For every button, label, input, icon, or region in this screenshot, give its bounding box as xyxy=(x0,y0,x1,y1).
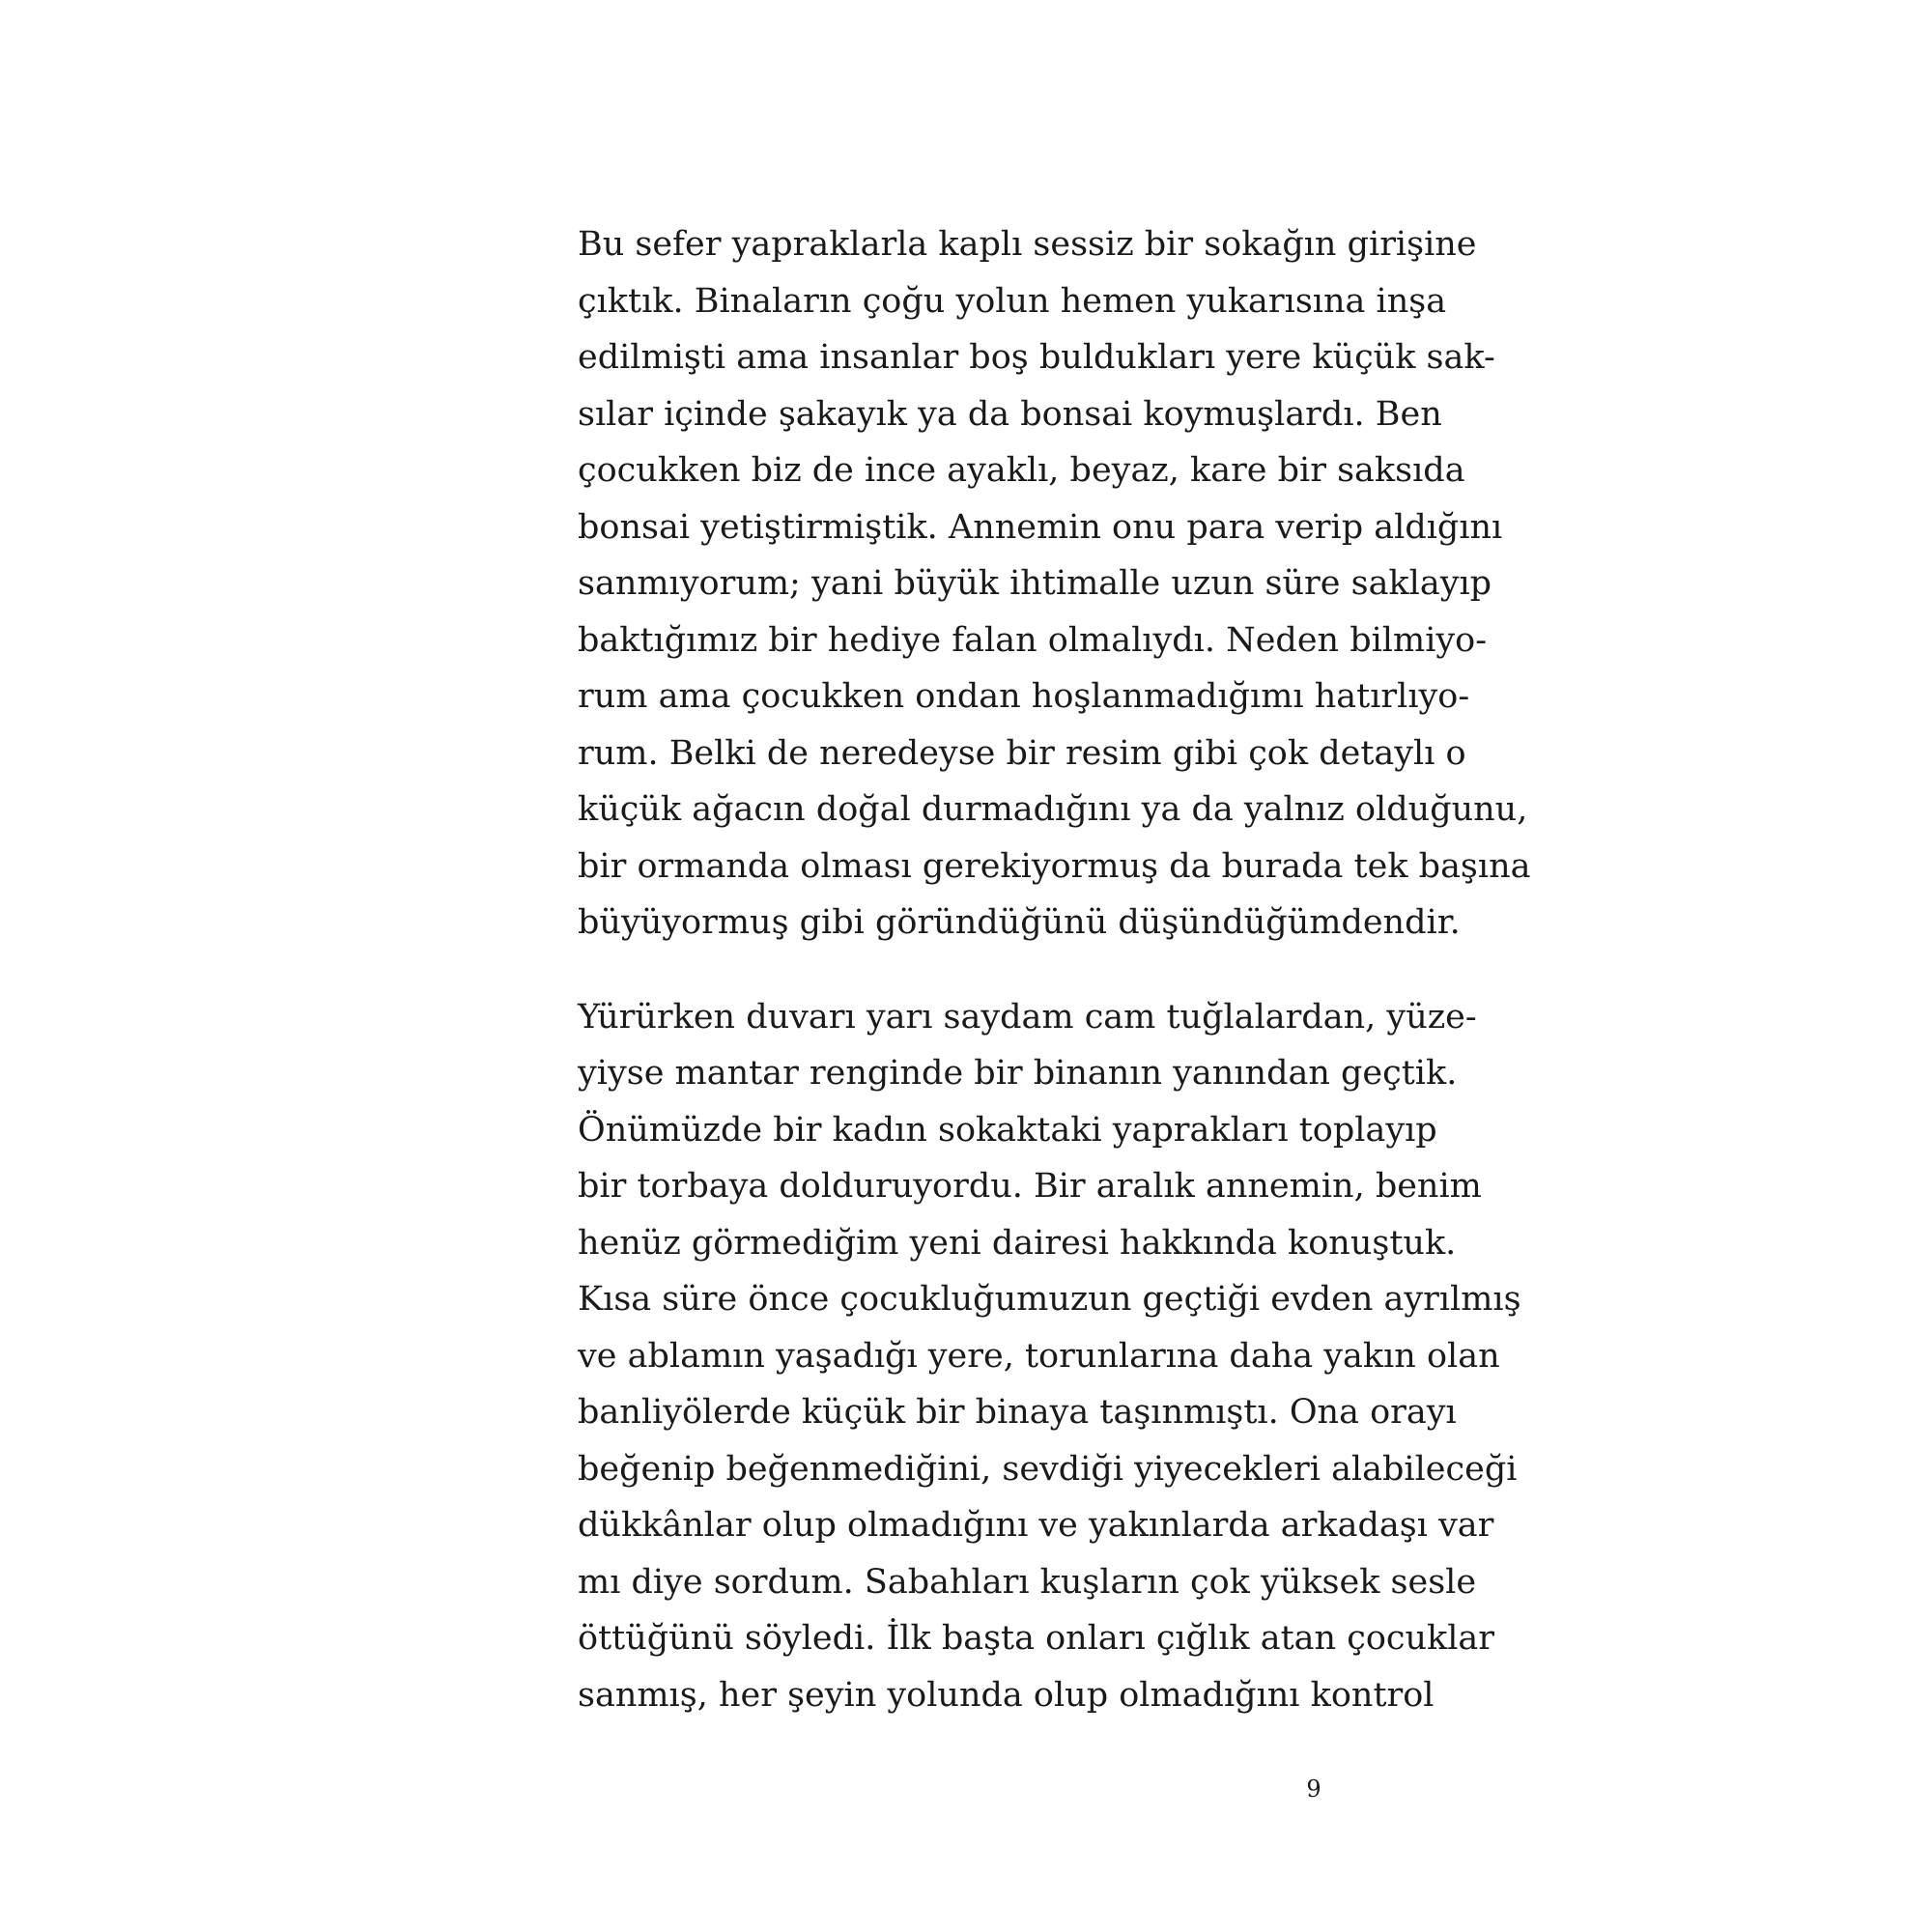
text-line: beğenip beğenmediğini, sevdiği yiyecekleri alabileceği xyxy=(578,1449,1518,1489)
text-line: Kısa süre önce çocukluğumuzun geçtiği evden ayrılmış xyxy=(578,1280,1521,1319)
text-line: Bu sefer yapraklarla kaplı sessiz bir sokağın girişine xyxy=(578,225,1477,264)
text-line: bonsai yetiştirmiştik. Annemin onu para verip aldığını xyxy=(578,507,1503,547)
text-line: sanmış, her şeyin yolunda olup olmadığını kontrol xyxy=(578,1675,1435,1715)
text-line: sanmıyorum; yani büyük ihtimalle uzun süre saklayıp xyxy=(578,564,1492,603)
body-text xyxy=(578,216,1531,1723)
text-line: ve ablamın yaşadığı yere, torunlarına daha yakın olan xyxy=(578,1336,1500,1376)
text-line: baktığımız bir hediye falan olmalıydı. Neden bilmiyo- xyxy=(578,620,1488,660)
text-line: büyüyormuş gibi göründüğünü düşündüğümdendir. xyxy=(578,903,1461,942)
text-line: edilmişti ama insanlar boş buldukları yere küçük sak- xyxy=(578,338,1495,377)
text-line: bir torbaya dolduruyordu. Bir aralık annemin, benim xyxy=(578,1167,1482,1206)
text-line: yiyse mantar renginde bir binanın yanından geçtik. xyxy=(578,1054,1458,1093)
paragraph-2 xyxy=(578,989,1521,1724)
text-line: öttüğünü söyledi. İlk başta onları çığlık atan çocuklar xyxy=(578,1619,1495,1658)
text-line: rum ama çocukken ondan hoşlanmadığımı hatırlıyo- xyxy=(578,677,1470,716)
text-line: rum. Belki de neredeyse bir resim gibi çok detaylı o xyxy=(578,733,1466,773)
text-line: mı diye sordum. Sabahları kuşların çok yüksek sesle xyxy=(578,1562,1477,1602)
text-line: dükkânlar olup olmadığını ve yakınlarda arkadaşı var xyxy=(578,1506,1494,1545)
text-line: bir ormanda olması gerekiyormuş da burada tek başına xyxy=(578,846,1531,886)
text-line: küçük ağacın doğal durmadığını ya da yalnız olduğunu, xyxy=(578,790,1528,829)
page-number: 9 xyxy=(1306,1776,1321,1803)
text-line: çıktık. Binaların çoğu yolun hemen yukarısına inşa xyxy=(578,281,1447,321)
paragraph-spacer xyxy=(578,952,1366,989)
text-line: Önümüzde bir kadın sokaktaki yaprakları toplayıp xyxy=(578,1110,1437,1150)
text-line: henüz görmediğim yeni dairesi hakkında konuştuk. xyxy=(578,1223,1457,1263)
text-line: sılar içinde şakayık ya da bonsai koymuşlardı. Ben xyxy=(578,394,1442,434)
paragraph-1 xyxy=(578,216,1531,952)
text-line: banliyölerde küçük bir binaya taşınmıştı. Ona orayı xyxy=(578,1393,1457,1432)
text-line: çocukken biz de ince ayaklı, beyaz, kare bir saksıda xyxy=(578,451,1465,490)
text-line: Yürürken duvarı yarı saydam cam tuğlalardan, yüze- xyxy=(578,997,1477,1037)
